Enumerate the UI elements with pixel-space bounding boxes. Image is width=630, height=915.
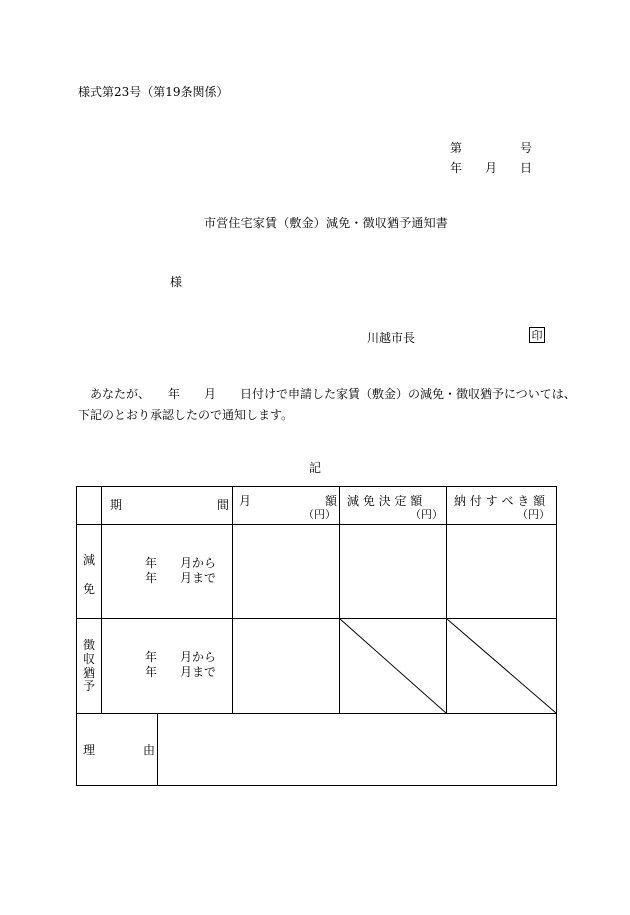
row2-from-year: 年 [145, 650, 158, 664]
date-year-label: 年 [450, 161, 463, 175]
seal-mark: 印 [529, 327, 545, 343]
header-reduction-unit: （円） [410, 508, 443, 521]
approval-table [76, 486, 557, 786]
reason-label-2: 由 [143, 743, 156, 757]
diagonal-strike-payable [447, 619, 556, 713]
issuer-name: 川越市長 [367, 331, 416, 345]
row-label-reduction: 減 免 [82, 553, 95, 596]
table-divider-header [77, 524, 556, 525]
table-divider-period-col [232, 487, 233, 713]
row2-to-month: 月まで [180, 665, 217, 679]
date-day-label: 日 [519, 161, 532, 175]
ki-heading: 記 [309, 461, 322, 475]
document-title: 市営住宅家賃（敷金）減免・徴収猶予通知書 [204, 216, 449, 230]
addressee-suffix: 様 [170, 275, 183, 289]
date-month-label: 月 [484, 161, 497, 175]
row1-to-month: 月まで [180, 571, 217, 585]
header-period-2: 間 [217, 498, 230, 512]
row2-to-year: 年 [145, 665, 158, 679]
table-divider-label-col [101, 487, 102, 713]
header-payable-unit: （円） [517, 508, 550, 521]
document-date-line [450, 162, 532, 174]
header-monthly-1: 月 [239, 494, 252, 508]
header-period-1: 期 [110, 498, 123, 512]
body-text-line-1: あなたが、 年 月 日付けで申請した家賃（敷金）の減免・徴収猶予については、 [90, 387, 576, 401]
diagonal-strike-reduction [340, 619, 446, 713]
header-monthly-unit: （円） [303, 508, 336, 521]
row1-to-year: 年 [145, 571, 158, 585]
form-number: 様式第23号（第19条関係） [78, 85, 229, 99]
table-divider-reason-col [157, 713, 158, 785]
table-divider-row-2 [77, 713, 556, 714]
reason-label-1: 理 [83, 743, 96, 757]
header-monthly-2: 額 [325, 494, 338, 508]
header-payable: 納 付 す べ き 額 [454, 494, 546, 508]
number-label-go: 号 [519, 141, 532, 155]
body-text-line-2: 下記のとおり承認したので通知します。 [78, 408, 294, 422]
document-number-line [450, 142, 532, 154]
row-label-deferral: 徴 収 猶 予 [82, 638, 95, 694]
number-label-dai: 第 [450, 141, 463, 155]
row2-from-month: 月から [180, 650, 217, 664]
row1-from-month: 月から [180, 556, 217, 570]
header-reduction-decision: 減 免 決 定 額 [347, 494, 423, 508]
row1-from-year: 年 [145, 556, 158, 570]
